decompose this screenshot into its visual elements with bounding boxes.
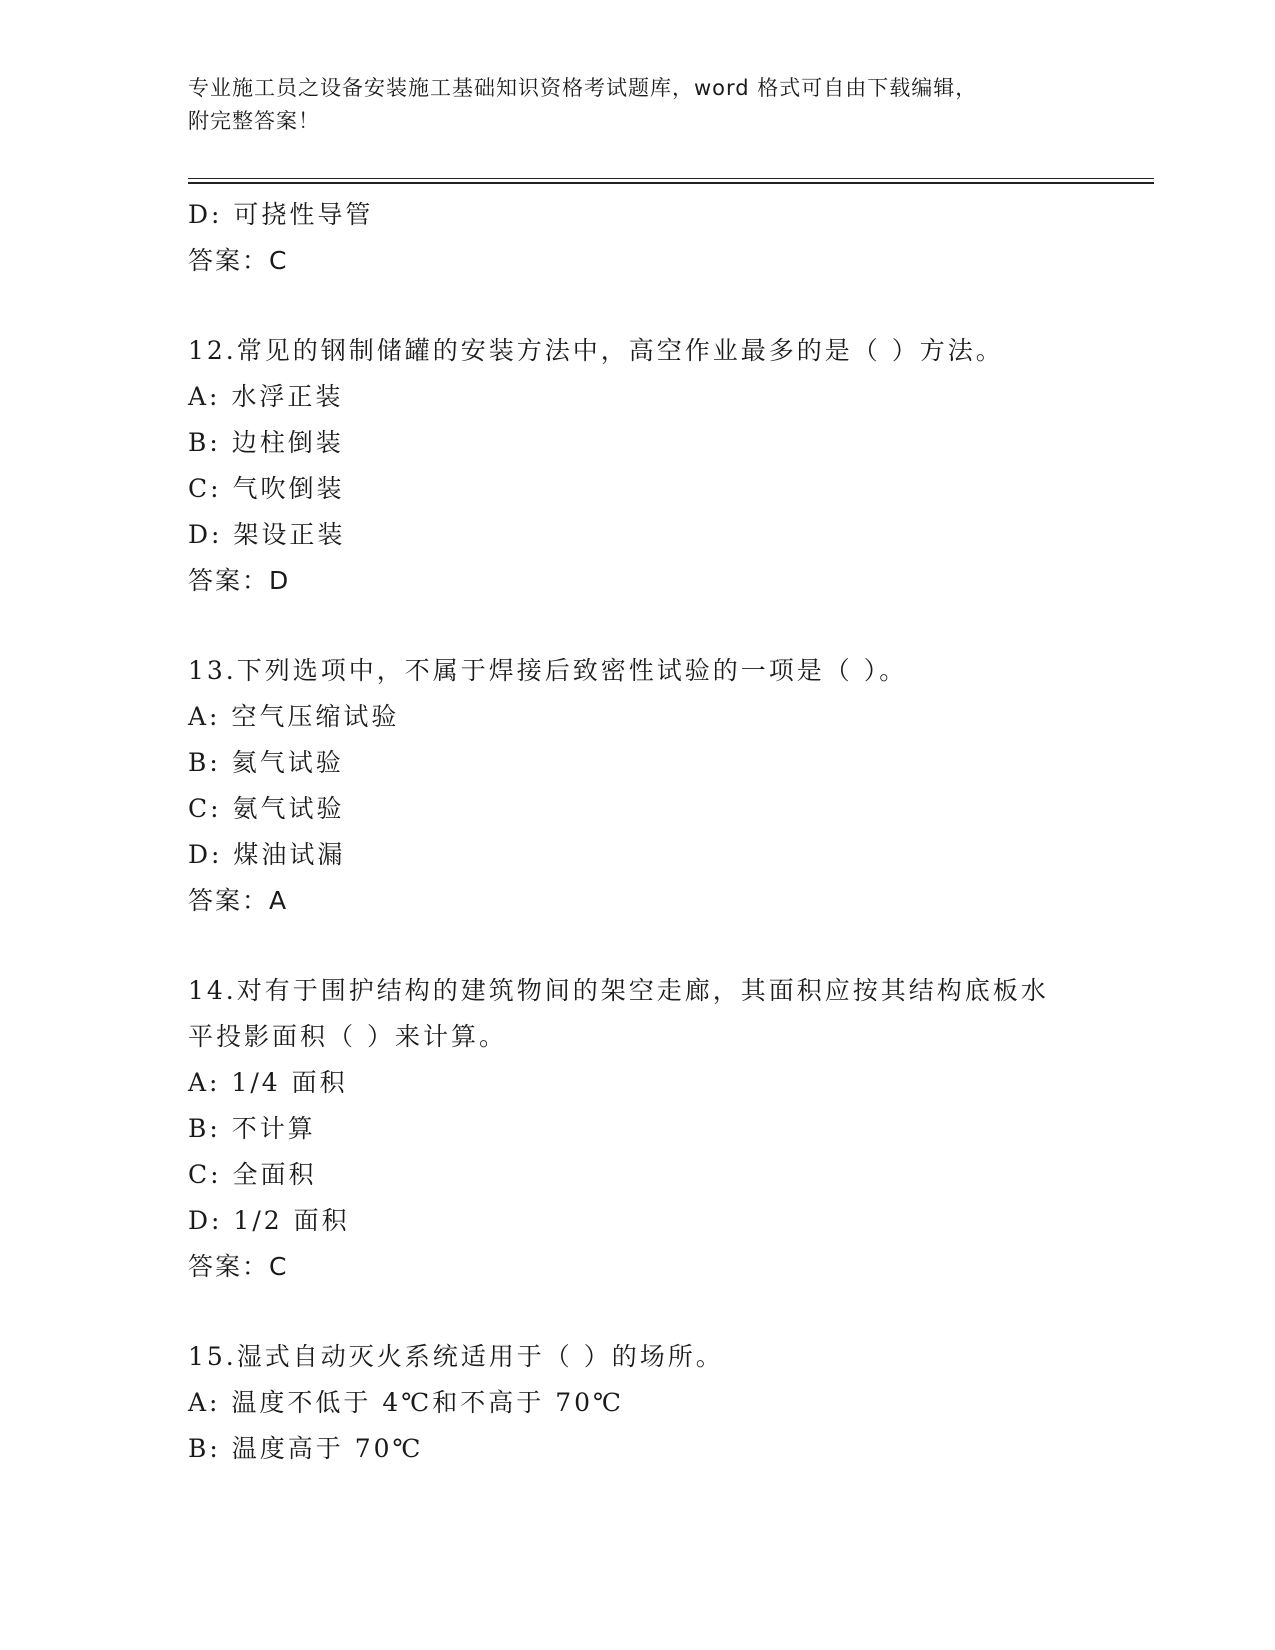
header-title-line1: 专业施工员之设备安装施工基础知识资格考试题库，word 格式可自由下载编辑， <box>188 76 978 100</box>
question-stem: 13.下列选项中，不属于焊接后致密性试验的一项是（ ）。 <box>188 656 908 685</box>
spacer <box>188 1290 1148 1334</box>
answer-line: 答案：D <box>188 566 291 595</box>
answer-line: 答案：C <box>188 1252 289 1281</box>
option-d: D: 可挠性导管 <box>188 200 374 229</box>
header-divider-thin <box>188 178 1154 179</box>
question-12 <box>188 328 1148 604</box>
option-c: C: 氨气试验 <box>188 794 345 823</box>
question-stem-line1: 14.对有于围护结构的建筑物间的架空走廊，其面积应按其结构底板水 <box>188 976 1049 1005</box>
question-stem: 15.湿式自动灭火系统适用于（ ）的场所。 <box>188 1342 724 1371</box>
option-c: C: 气吹倒装 <box>188 474 345 503</box>
option-b: B: 氦气试验 <box>188 748 344 777</box>
option-a: A: 温度不低于 4℃和不高于 70℃ <box>188 1388 624 1417</box>
spacer <box>188 924 1148 968</box>
option-a: A: 1/4 面积 <box>188 1068 348 1097</box>
header-title-line2: 附完整答案！ <box>188 109 320 133</box>
question-14 <box>188 968 1148 1290</box>
spacer <box>188 604 1148 648</box>
option-b: B: 温度高于 70℃ <box>188 1434 424 1463</box>
question-stem: 12.常见的钢制储罐的安装方法中，高空作业最多的是（ ）方法。 <box>188 336 1004 365</box>
option-c: C: 全面积 <box>188 1160 317 1189</box>
option-a: A: 空气压缩试验 <box>188 702 400 731</box>
question-11-tail <box>188 192 1148 284</box>
option-d: D: 1/2 面积 <box>188 1206 350 1235</box>
option-b: B: 不计算 <box>188 1114 316 1143</box>
option-b: B: 边柱倒装 <box>188 428 344 457</box>
option-d: D: 煤油试漏 <box>188 840 346 869</box>
question-15 <box>188 1334 1148 1472</box>
question-list <box>188 192 1148 1472</box>
header-divider-thick <box>188 182 1154 184</box>
option-d: D: 架设正装 <box>188 520 346 549</box>
question-13 <box>188 648 1148 924</box>
option-a: A: 水浮正装 <box>188 382 344 411</box>
document-header <box>188 72 1088 138</box>
answer-line: 答案：C <box>188 246 289 275</box>
answer-line: 答案：A <box>188 886 289 915</box>
question-stem-line2: 平投影面积（ ）来计算。 <box>188 1022 507 1051</box>
spacer <box>188 284 1148 328</box>
